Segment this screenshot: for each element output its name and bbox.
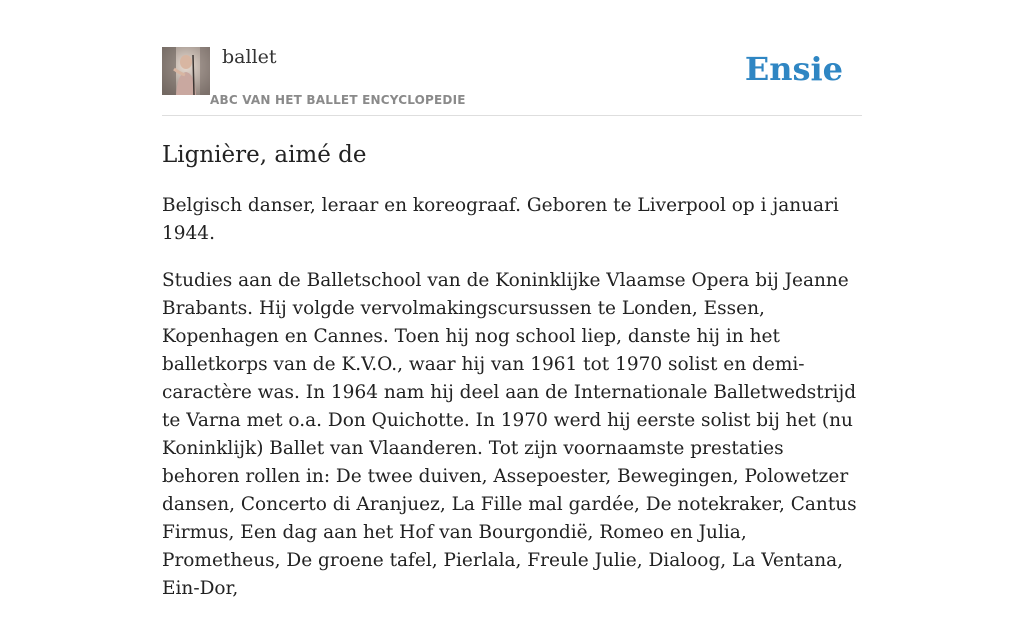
article-paragraph-1: Belgisch danser, leraar en koreograaf. Geboren te Liverpool op i januari 1944. — [162, 195, 839, 244]
ensie-logo-link[interactable]: Ensie — [744, 50, 843, 88]
ballet-dancer-image — [162, 47, 210, 95]
site-name-link[interactable]: ballet — [222, 46, 277, 68]
article-content — [162, 140, 862, 622]
article-paragraph-2: Studies aan de Balletschool van de Koninklijke Vlaamse Opera bij Jeanne Brabants. Hij volgde vervolmakingscursussen te Londen, Essen, Kopenhagen en Cannes. Toen hij nog school liep, danste hij in het balletkorps van de K.V.O., waar hij van 1961 tot 1970 solist en demi-caractère was. In 1964 nam hij deel aan de Internationale Balletwedstrijd te Varna met o.a. Don Quichotte. In 1970 werd hij eerste solist bij het (nu Koninklijk) Ballet van Vlaanderen. Tot zijn voornaamste prestaties behoren rollen in: De twee duiven, Assepoester, Bewegingen, Polowetzer dansen, Concerto di Aranjuez, La Fille mal gardée, De notekraker, Cantus Firmus, Een dag aan het Hof van Bourgondië, Romeo en Julia, Prometheus, De groene tafel, Pierlala, Freule Julie, Dialoog, La Ventana, Ein-Dor, — [162, 270, 857, 599]
site-header — [162, 0, 862, 116]
site-subtitle-link[interactable]: ABC VAN HET BALLET ENCYCLOPEDIE — [210, 93, 466, 107]
site-avatar[interactable] — [162, 47, 210, 95]
article-title: Lignière, aimé de — [162, 142, 367, 168]
